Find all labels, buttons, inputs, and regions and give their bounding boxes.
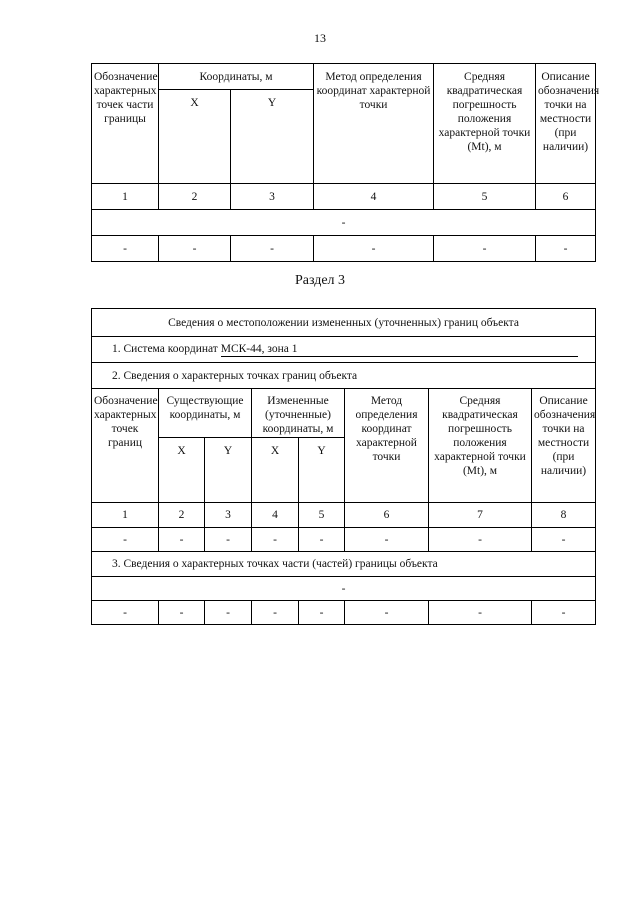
table-cell: - — [532, 528, 596, 552]
table-cell: - — [231, 236, 314, 262]
merged-row-value: - — [92, 577, 596, 601]
table-cell: - — [429, 528, 532, 552]
table-cell: - — [299, 528, 345, 552]
table-title: Сведения о местоположении измененных (уточненных) границ объекта — [92, 309, 596, 337]
table-cell: - — [536, 236, 596, 262]
header-coordinates: Координаты, м — [159, 64, 314, 90]
column-number: 4 — [252, 503, 299, 528]
header-x: X — [159, 90, 231, 184]
header-description: Описание обозначения точки на местности (при наличии) — [536, 64, 596, 184]
table-cell: - — [434, 236, 536, 262]
table-cell: - — [345, 601, 429, 625]
table-cell: - — [345, 528, 429, 552]
table-cell: - — [92, 601, 159, 625]
header-description: Описание обозначения точки на местности (при наличии) — [532, 389, 596, 503]
header-existing-y: Y — [205, 438, 252, 503]
column-number: 6 — [536, 184, 596, 210]
table-cell: - — [532, 601, 596, 625]
header-changed-x: X — [252, 438, 299, 503]
header-method: Метод определения координат характерной точки — [314, 64, 434, 184]
header-mean-error: Средняя квадратическая погрешность положения характерной точки (Mt), м — [434, 64, 536, 184]
table-parts-boundary-points — [91, 63, 600, 262]
table-cell: - — [299, 601, 345, 625]
table-cell: - — [159, 236, 231, 262]
column-number: 6 — [345, 503, 429, 528]
coordinate-system-value: МСК-44, зона 1 — [221, 343, 578, 357]
header-method: Метод определения координат характерной точки — [345, 389, 429, 503]
column-number: 1 — [92, 503, 159, 528]
column-number: 5 — [434, 184, 536, 210]
coordinate-system-line — [92, 337, 596, 363]
column-number: 3 — [205, 503, 252, 528]
table-changed-boundaries — [91, 308, 596, 625]
table-cell: - — [205, 601, 252, 625]
table-cell: - — [252, 601, 299, 625]
column-number: 5 — [299, 503, 345, 528]
column-number: 8 — [532, 503, 596, 528]
page-number: 13 — [314, 31, 326, 45]
header-point-designation: Обозначение характерных точек части границы — [92, 64, 159, 184]
section-3-heading: 3. Сведения о характерных точках части (частей) границы объекта — [92, 552, 596, 577]
header-changed-y: Y — [299, 438, 345, 503]
table-cell: - — [252, 528, 299, 552]
merged-row-value: - — [92, 210, 596, 236]
table-cell: - — [205, 528, 252, 552]
column-number: 2 — [159, 503, 205, 528]
table-cell: - — [429, 601, 532, 625]
section-2-heading: 2. Сведения о характерных точках границ объекта — [92, 363, 596, 389]
column-number: 3 — [231, 184, 314, 210]
table-cell: - — [159, 601, 205, 625]
column-number: 2 — [159, 184, 231, 210]
header-y: Y — [231, 90, 314, 184]
coordinate-system-label: 1. Система координат — [112, 343, 221, 355]
header-existing-x: X — [159, 438, 205, 503]
header-changed-coordinates: Измененные (уточненные) координаты, м — [252, 389, 345, 438]
header-point-designation: Обозначение характерных точек границ — [92, 389, 159, 503]
table-cell: - — [92, 236, 159, 262]
column-number: 1 — [92, 184, 159, 210]
header-existing-coordinates: Существующие координаты, м — [159, 389, 252, 438]
column-number: 4 — [314, 184, 434, 210]
table-cell: - — [92, 528, 159, 552]
table-cell: - — [159, 528, 205, 552]
section-title: Раздел 3 — [294, 273, 346, 288]
column-number: 7 — [429, 503, 532, 528]
table-cell: - — [314, 236, 434, 262]
header-mean-error: Средняя квадратическая погрешность положения характерной точки (Mt), м — [429, 389, 532, 503]
